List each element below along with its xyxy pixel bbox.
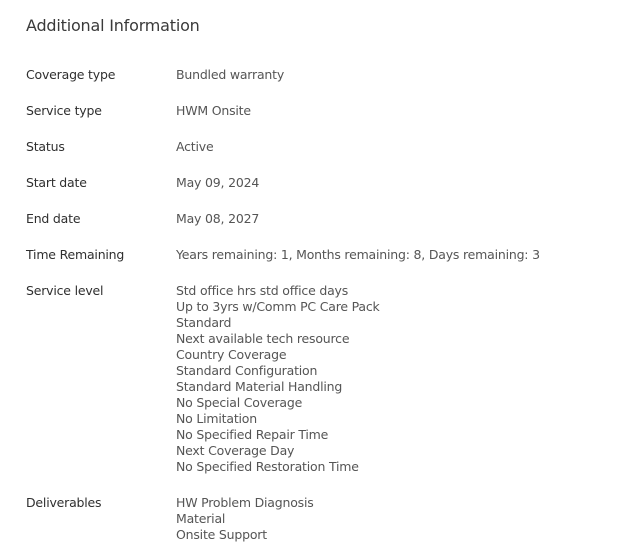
field-label: Service type (26, 103, 102, 118)
value-line: Material (176, 511, 226, 526)
value-line: Standard Configuration (176, 363, 318, 378)
field-value (176, 139, 213, 155)
value-line: Standard Material Handling (176, 379, 343, 394)
value-line: HW Problem Diagnosis (176, 495, 314, 510)
value-line: Country Coverage (176, 347, 287, 362)
field-label: Coverage type (26, 67, 116, 82)
value-line: Bundled warranty (176, 67, 285, 82)
value-line: Standard (176, 315, 232, 330)
field-value (176, 175, 259, 191)
field-value (176, 283, 380, 475)
value-line: No Specified Restoration Time (176, 459, 359, 474)
field-value (176, 211, 259, 227)
value-line: Next Coverage Day (176, 443, 295, 458)
field-label: End date (26, 211, 81, 226)
value-line: No Specified Repair Time (176, 427, 329, 442)
value-line: Std office hrs std office days (176, 283, 349, 298)
field-value (176, 495, 314, 543)
field-label: Time Remaining (26, 247, 125, 262)
value-line: May 09, 2024 (176, 175, 260, 190)
field-value (176, 67, 284, 83)
value-line: No Limitation (176, 411, 257, 426)
value-line: HWM Onsite (176, 103, 251, 118)
field-label: Start date (26, 175, 87, 190)
section-title: Additional Information (26, 16, 200, 35)
value-line: No Special Coverage (176, 395, 303, 410)
value-line: Years remaining: 1, Months remaining: 8, Days remaining: 3 (176, 247, 540, 262)
field-value (176, 103, 251, 119)
value-line: May 08, 2027 (176, 211, 260, 226)
value-line: Up to 3yrs w/Comm PC Care Pack (176, 299, 380, 314)
value-line: Next available tech resource (176, 331, 350, 346)
value-line: Active (176, 139, 214, 154)
field-label: Deliverables (26, 495, 102, 510)
field-label: Service level (26, 283, 104, 298)
field-label: Status (26, 139, 65, 154)
field-value (176, 247, 540, 263)
value-line: Onsite Support (176, 527, 267, 542)
